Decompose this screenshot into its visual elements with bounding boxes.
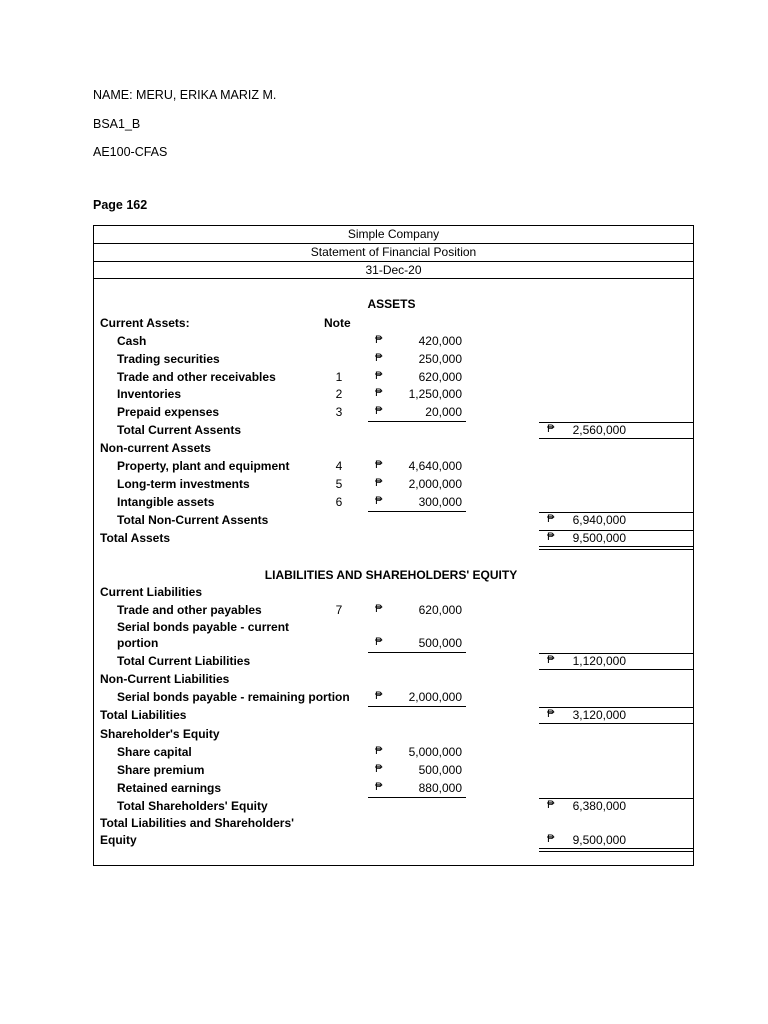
peso-sign: ₱ [375,477,383,489]
note-ref: 4 [335,459,343,473]
line-item-label: Share premium [117,763,205,777]
note-ref: 6 [335,495,343,509]
peso-sign: ₱ [375,334,383,346]
student-name: NAME: MERU, ERIKA MARIZ M. [93,88,277,102]
line-item-label: Property, plant and equipment [117,459,290,473]
peso-sign: ₱ [375,405,383,417]
total-amount: 6,940,000 [572,513,626,527]
line-item-label: Long-term investments [117,477,250,491]
assets-heading: ASSETS [367,297,416,311]
total-amount: 2,560,000 [572,423,626,437]
peso-sign: ₱ [375,745,383,757]
table-row [94,370,693,388]
total-label: Total Assets [100,531,171,545]
note-ref: 3 [335,405,343,419]
total-amount: 3,120,000 [572,708,626,722]
equity-label: Shareholder's Equity [100,727,220,741]
table-row [94,459,693,477]
amount: 1,250,000 [408,387,462,401]
total-top-rule [539,653,694,654]
subtotal-rule [368,421,466,422]
line-item-label-cont: portion [117,636,159,650]
note-ref: 1 [335,370,343,384]
total-top-rule [539,798,694,799]
page-reference: Page 162 [93,198,148,212]
line-item-label: Cash [117,334,147,348]
peso-sign: ₱ [547,833,555,845]
line-item-label: Prepaid expenses [117,405,220,419]
subtotal-rule [368,706,466,707]
peso-sign: ₱ [375,387,383,399]
amount: 300,000 [418,495,462,509]
total-bottom-rule [539,723,694,724]
peso-sign: ₱ [375,781,383,793]
line-item-label: Trading securities [117,352,220,366]
table-row [94,477,693,495]
peso-sign: ₱ [547,531,555,543]
table-row [94,603,693,621]
peso-sign: ₱ [375,459,383,471]
peso-sign: ₱ [547,708,555,720]
noncurrent-liabilities-label: Non-Current Liabilities [100,672,230,686]
divider [94,261,693,262]
total-bottom-rule [539,438,694,439]
course-code: AE100-CFAS [93,145,168,159]
amount: 2,000,000 [408,477,462,491]
current-assets-label: Current Assets: [100,316,190,330]
total-equity-row [94,799,693,817]
student-section: BSA1_B [93,117,141,131]
total-label: Total Non-Current Assents [117,513,269,527]
financial-statement-table [93,225,694,866]
amount: 4,640,000 [408,459,462,473]
amount: 20,000 [425,405,462,419]
line-item-label: Serial bonds payable - remaining portion [117,690,350,704]
grand-total-amount: 9,500,000 [572,531,626,545]
noncurrent-assets-label: Non-current Assets [100,441,211,455]
subtotal-rule [368,797,466,798]
peso-sign: ₱ [375,370,383,382]
current-assets-header-row [94,316,693,334]
line-item-label: Intangible assets [117,495,215,509]
peso-sign: ₱ [547,513,555,525]
current-liabilities-header-row [94,585,693,603]
note-ref: 2 [335,387,343,401]
statement-title: Statement of Financial Position [310,245,477,259]
current-liabilities-label: Current Liabilities [100,585,203,599]
peso-sign: ₱ [375,636,383,648]
amount: 250,000 [418,352,462,366]
statement-date: 31-Dec-20 [365,263,422,277]
line-item-label: Trade and other receivables [117,370,276,384]
equity-header-row [94,727,693,745]
peso-sign: ₱ [375,352,383,364]
amount: 500,000 [418,763,462,777]
peso-sign: ₱ [375,495,383,507]
total-label: Total Shareholders' Equity [117,799,268,813]
line-item-label: Share capital [117,745,192,759]
double-rule [539,848,694,852]
table-row [94,334,693,352]
note-ref: 7 [335,603,343,617]
divider [94,278,693,279]
company-name: Simple Company [347,227,440,241]
divider [94,243,693,244]
total-label: Total Current Assents [117,423,242,437]
total-top-rule [539,512,694,513]
total-top-rule [539,707,694,708]
amount: 5,000,000 [408,745,462,759]
peso-sign: ₱ [375,763,383,775]
grand-total-amount: 9,500,000 [572,833,626,847]
peso-sign: ₱ [547,799,555,811]
peso-sign: ₱ [547,654,555,666]
amount: 620,000 [418,603,462,617]
total-label: Total Current Liabilities [117,654,251,668]
total-label-cont: Equity [100,833,137,847]
amount: 500,000 [418,636,462,650]
peso-sign: ₱ [375,690,383,702]
line-item-label: Serial bonds payable - current [117,620,290,634]
note-header: Note [324,316,351,330]
noncurrent-liabilities-header-row [94,672,693,690]
amount: 420,000 [418,334,462,348]
double-rule [539,546,694,550]
note-ref: 5 [335,477,343,491]
total-bottom-rule [539,669,694,670]
amount: 880,000 [418,781,462,795]
subtotal-rule [368,652,466,653]
amount: 2,000,000 [408,690,462,704]
table-row [94,352,693,370]
line-item-label: Trade and other payables [117,603,262,617]
subtotal-rule [368,511,466,512]
line-item-label: Inventories [117,387,182,401]
line-item-label: Retained earnings [117,781,222,795]
table-row [94,745,693,763]
total-top-rule [539,530,694,531]
liabilities-equity-heading: LIABILITIES AND SHAREHOLDERS' EQUITY [264,568,518,582]
total-noncurrent-assets-row [94,513,693,531]
table-row [94,387,693,405]
total-label: Total Liabilities [100,708,187,722]
table-row [94,763,693,781]
amount: 620,000 [418,370,462,384]
total-amount: 6,380,000 [572,799,626,813]
peso-sign: ₱ [375,603,383,615]
total-liab-equity-row [94,816,693,834]
total-amount: 1,120,000 [572,654,626,668]
total-top-rule [539,422,694,423]
total-label: Total Liabilities and Shareholders' [100,816,295,830]
peso-sign: ₱ [547,423,555,435]
noncurrent-assets-header-row [94,441,693,459]
